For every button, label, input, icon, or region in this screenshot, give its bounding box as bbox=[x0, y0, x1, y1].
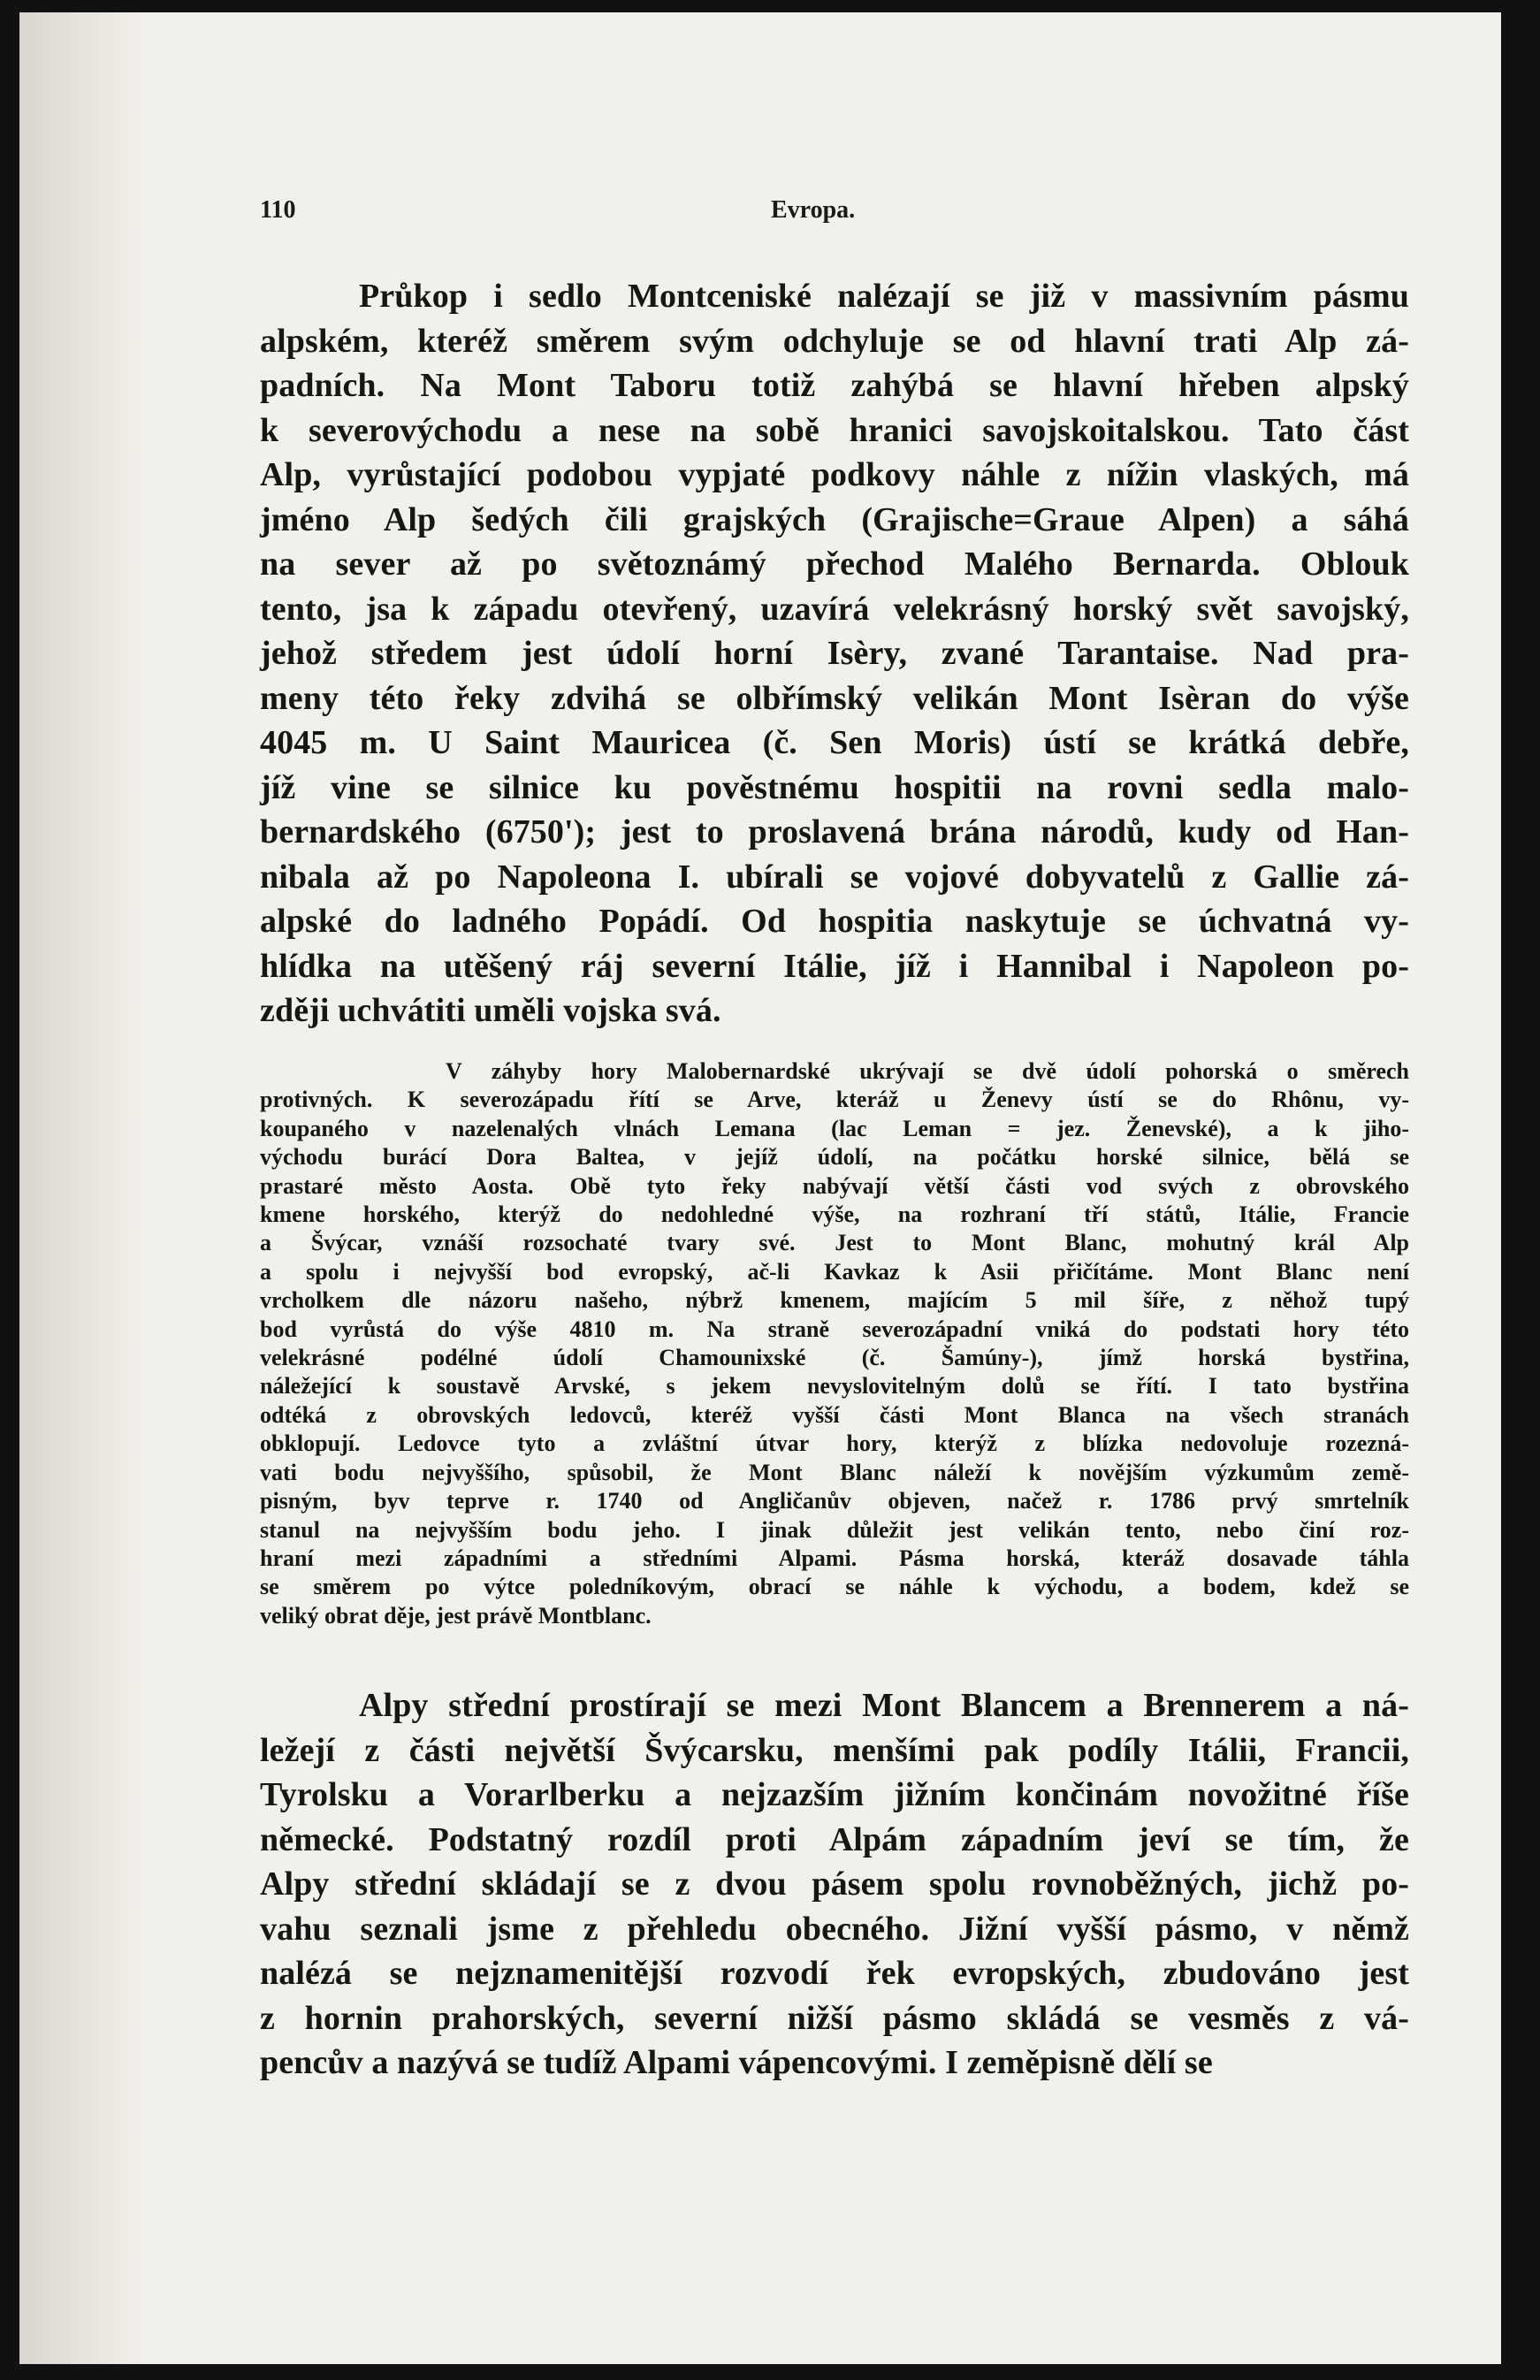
text-line: alpském, kteréž směrem svým odchyluje se od hlavní trati Alp zá- bbox=[260, 322, 1409, 360]
text-line: veliký obrat děje, jest právě Montblanc. bbox=[260, 1602, 652, 1629]
text-line: náležející k soustavě Arvské, s jekem nevyslovitelným dolů se řítí. I tato bystřina bbox=[260, 1373, 1409, 1400]
text-line: jméno Alp šedých čili grajských (Grajische=Graue Alpen) a sáhá bbox=[260, 500, 1409, 538]
text-line: tento, jsa k západu otevřený, uzavírá velekrásný horský svět savojský, bbox=[260, 590, 1409, 628]
text-line: na sever až po světoznámý přechod Malého Bernarda. Oblouk bbox=[260, 545, 1409, 583]
text-line: Tyrolsku a Vorarlberku a nejzazším jižním končinám novožitné říše bbox=[260, 1776, 1409, 1813]
text-line: bernardského (6750'); jest to proslavená brána národů, kudy od Han- bbox=[260, 813, 1409, 851]
paragraph-central-alps bbox=[260, 1683, 1409, 2086]
text-line: nalézá se nejznamenitější rozvodí řek evropských, zbudováno jest bbox=[260, 1955, 1409, 1992]
text-line: koupaného v nazelenalých vlnách Lemana (lac Leman = jez. Ženevské), a k jiho- bbox=[260, 1115, 1409, 1141]
text-line: pencův a nazývá se tudíž Alpami vápencovými. I zeměpisně dělí se bbox=[260, 2044, 1213, 2081]
text-line: stanul na nejvyšším bodu jeho. I jinak důležit jest velikán tento, nebo činí roz- bbox=[260, 1516, 1409, 1543]
text-line: hraní mezi západními a středními Alpami. Pásma horská, kteráž dosavade táhla bbox=[260, 1545, 1409, 1571]
text-line: jíž vine se silnice ku pověstnému hospitii na rovni sedla malo- bbox=[260, 768, 1409, 806]
text-line: pisným, byv teprve r. 1740 od Angličanův objeven, načež r. 1786 prvý smrtelník bbox=[260, 1488, 1409, 1514]
text-line: hlídka na utěšený ráj severní Itálie, jíž i Hannibal i Napoleon po- bbox=[260, 947, 1409, 985]
text-line: ležejí z části největší Švýcarsku, menšími pak podíly Itálii, Francii, bbox=[260, 1731, 1409, 1769]
text-line: alpské do ladného Popádí. Od hospitia naskytuje se úchvatná vy- bbox=[260, 903, 1409, 940]
text-line: Alp, vyrůstající podobou vypjaté podkovy náhle z nížin vlaských, má bbox=[260, 456, 1409, 493]
page-gutter-shadow bbox=[19, 12, 143, 2364]
text-line: 4045 m. U Saint Mauricea (č. Sen Moris) ústí se krátká debře, bbox=[260, 724, 1409, 761]
text-line: meny této řeky zdvihá se olbřímský velikán Mont Isèran do výše bbox=[260, 679, 1409, 717]
text-line: vahu seznali jsme z přehledu obecného. Jižní vyšší pásmo, v němž bbox=[260, 1910, 1409, 1948]
scanned-page bbox=[19, 12, 1501, 2364]
text-line: zději uchvátiti uměli vojska svá. bbox=[260, 992, 721, 1029]
text-line: protivných. K severozápadu řítí se Arve, kteráž u Ženevy ústí se do Rhônu, vy- bbox=[260, 1087, 1409, 1113]
text-line: německé. Podstatný rozdíl proti Alpám západním jeví se tím, že bbox=[260, 1820, 1409, 1858]
text-line: kmene horského, kterýž do nedohledné výše, na rozhraní tří států, Itálie, Francie bbox=[260, 1201, 1409, 1228]
text-line: Průkop i sedlo Montceniské nalézají se již v massivním pásmu bbox=[359, 278, 1409, 315]
text-line: velekrásné podélné údolí Chamounixské (č. Šamúny-), jímž horská bystřina, bbox=[260, 1345, 1409, 1371]
text-line: Alpy střední prostírají se mezi Mont Blancem a Brennerem a ná- bbox=[359, 1687, 1409, 1724]
text-line: jehož středem jest údolí horní Isèry, zvané Tarantaise. Nad pra- bbox=[260, 635, 1409, 672]
text-line: V záhyby hory Malobernardské ukrývají se dvě údolí pohorská o směrech bbox=[446, 1058, 1409, 1084]
page-header bbox=[260, 196, 1409, 232]
text-line: a spolu i nejvyšší bod evropský, ač-li Kavkaz k Asii přičítáme. Mont Blanc není bbox=[260, 1258, 1409, 1285]
text-line: a Švýcar, vznáší rozsochaté tvary své. Jest to Mont Blanc, mohutný král Alp bbox=[260, 1230, 1409, 1256]
footnote-mont-blanc bbox=[260, 1057, 1409, 1630]
text-line: k severovýchodu a nese na sobě hranici savojskoitalskou. Tato část bbox=[260, 411, 1409, 449]
running-head: Evropa. bbox=[771, 196, 856, 224]
text-line: obklopují. Ledovce tyto a zvláštní útvar hory, kterýž z blízka nedovoluje rozezná- bbox=[260, 1430, 1409, 1457]
text-line: z hornin prahorských, severní nižší pásmo skládá se vesměs z vá- bbox=[260, 1999, 1409, 2037]
text-line: vati bodu nejvyššího, spůsobil, že Mont Blanc náleží k novějším výzkumům země- bbox=[260, 1459, 1409, 1485]
text-line: nibala až po Napoleona I. ubírali se vojové dobyvatelů z Gallie zá- bbox=[260, 858, 1409, 896]
text-line: Alpy střední skládají se z dvou pásem spolu rovnoběžných, jichž po- bbox=[260, 1865, 1409, 1903]
text-line: vrcholkem dle názoru našeho, nýbrž kmenem, majícím 5 mil šíře, z něhož tupý bbox=[260, 1287, 1409, 1314]
text-line: bod vyrůstá do výše 4810 m. Na straně severozápadní vniká do podstati hory této bbox=[260, 1316, 1409, 1342]
text-line: se směrem po výtce poledníkovým, obrací se náhle k východu, a bodem, kdež se bbox=[260, 1574, 1409, 1600]
text-line: prastaré město Aosta. Obě tyto řeky nabývají větší části vod svých z obrovského bbox=[260, 1172, 1409, 1199]
page-number: 110 bbox=[260, 196, 296, 224]
paragraph-mont-cenis bbox=[260, 274, 1409, 1034]
text-line: padních. Na Mont Taboru totiž zahýbá se hlavní hřeben alpský bbox=[260, 367, 1409, 404]
text-line: východu burácí Dora Baltea, v jejíž údolí, na počátku horské silnice, bělá se bbox=[260, 1144, 1409, 1171]
text-line: odtéká z obrovských ledovců, kteréž vyšší části Mont Blanca na všech stranách bbox=[260, 1401, 1409, 1428]
